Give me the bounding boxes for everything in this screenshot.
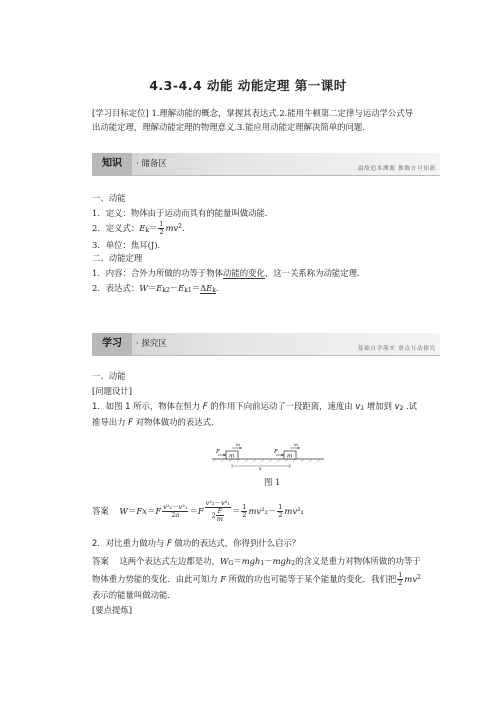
answer-label: 答案 — [92, 506, 109, 516]
question-2: 2．对比重力做功与 F 做功的表达式，你得到什么启示？ — [92, 538, 301, 548]
page-title: 4.3-4.4 动能 动能定理 第一课时 — [149, 78, 347, 93]
study-banner — [92, 333, 440, 356]
answer-2-line2: 物体重力势能的变化．由此可知力 F 所做的功也可能等于某个能量的变化．我们把 $\frac{1}{2}$ $mv^2$ — [92, 571, 421, 587]
learning-goals-line2: 出动能定理，理解动能定理的物理意义.3.能应用动能定理解决简单的问题. — [92, 122, 365, 132]
knowledge-banner — [92, 153, 440, 176]
banner-tab: 学习 — [92, 333, 132, 355]
heading-kinetic-energy-2: 一、动能 — [92, 371, 126, 381]
banner-tab: 知识 — [92, 153, 132, 175]
answer-1: 答案 W＝Fx＝F $\frac{\text{v²₂－v²₁}}{2a}$ ＝F v²₂－v²₁ 2 $\frac{F}{m}$ ＝ $\frac{1}{2}$ mv²₂－ $\frac{1}{2}$ mv²₁ — [92, 499, 304, 523]
answer-2-line1: 答案 这两个表达式左边都是功，WG＝mgh1－mgh2的含义是重力对物体所做的功等于 — [92, 556, 421, 567]
heading-kinetic-energy: 一、动能 — [92, 193, 126, 203]
svg-text:F: F — [216, 449, 220, 455]
problem-design-label: [问题设计] — [92, 386, 133, 396]
key-points-label: [要点提炼] — [92, 605, 133, 615]
figure-1-diagram — [212, 441, 324, 471]
answer-label: 答案 — [92, 556, 109, 566]
banner-slogan: 基础自学落实 重点互动探究 — [357, 346, 436, 352]
banner-subtitle: · 储备区 — [136, 159, 167, 169]
svg-text:x: x — [259, 467, 262, 471]
svg-text:m: m — [287, 453, 293, 460]
heading-kinetic-energy-theorem: 二、动能定理 — [92, 253, 143, 263]
theorem-content: 1．内容：合外力所做的功等于物体动能的变化，这一关系称为动能定理. — [92, 268, 360, 278]
question-1-line2: 推导出力 F 对物体做功的表达式． — [92, 417, 220, 427]
formula-label: 2．定义式： — [92, 223, 140, 233]
answer-2-line3: 表示的能量叫做动能． — [92, 590, 176, 600]
definition-text: 1．定义：物体由于运动而具有的能量叫做动能. — [92, 208, 268, 218]
theorem-formula: 2．表达式：W＝Ek2－Ek1＝ΔEk. — [92, 283, 219, 294]
definition-formula: 2．定义式：Ek＝ $\frac{1}{2}$ $mv^2$. — [92, 220, 185, 236]
banner-slogan: 温故追本溯源 推陈方可知新 — [357, 166, 436, 172]
svg-text:v₂: v₂ — [294, 443, 299, 448]
learning-goals-line1: [学习目标定位] 1.理解动能的概念，掌握其表达式.2.能用牛顿第二定律与运动学公式导 — [92, 108, 413, 118]
svg-text:F: F — [274, 449, 278, 455]
svg-text:m: m — [229, 453, 235, 460]
banner-subtitle: · 探究区 — [136, 339, 167, 349]
unit-text: 3．单位：焦耳(J). — [92, 240, 161, 250]
svg-text:v₁: v₁ — [236, 443, 241, 448]
underlined-term: 动能的变化 — [222, 268, 265, 278]
figure-caption: 图 1 — [264, 477, 281, 487]
question-1-line1: 1．如图 1 所示，物体在恒力 F 的作用下向前运动了一段距离，速度由 v1 增加到 v2 .试 — [92, 401, 418, 412]
